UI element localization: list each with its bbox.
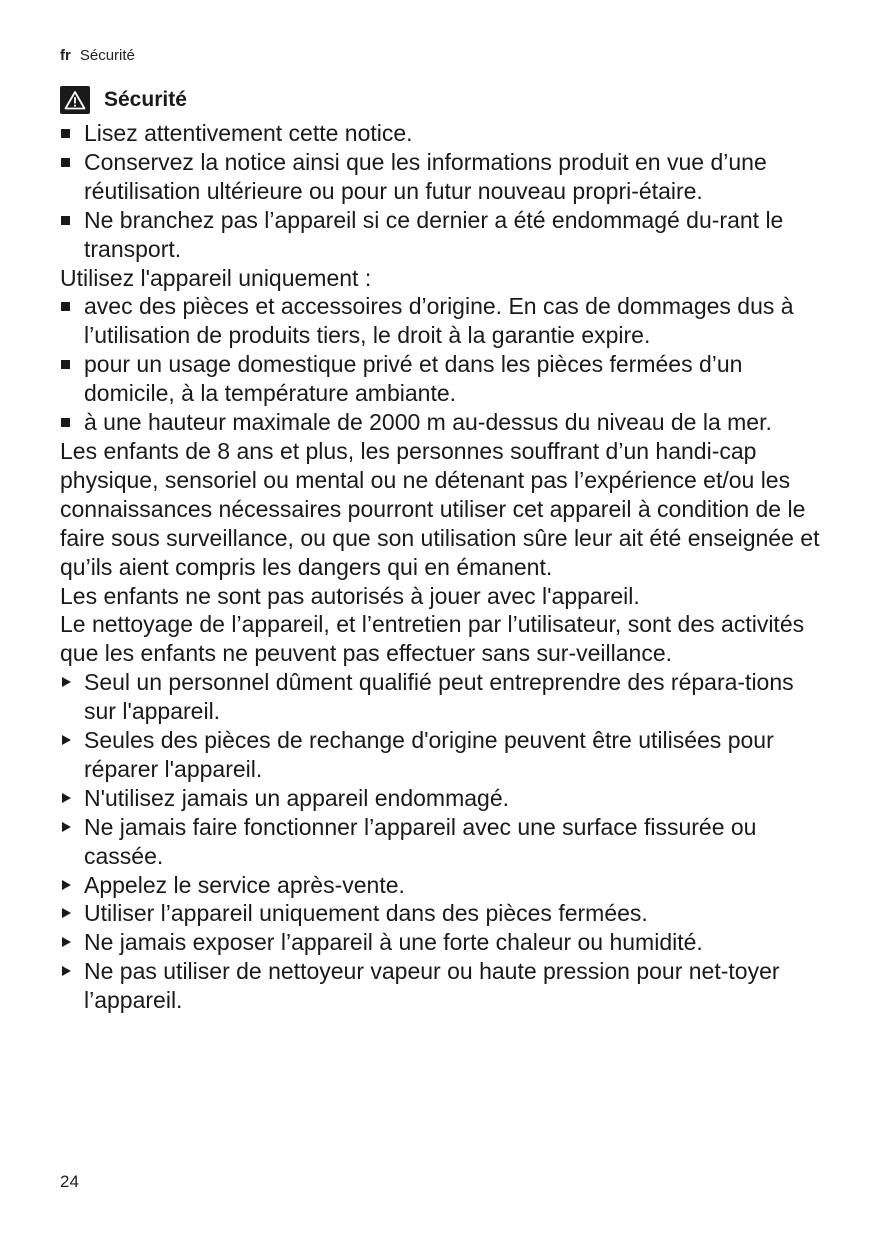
section-name: Sécurité [79,47,135,64]
running-header [60,47,135,64]
triangle-bullet-icon [62,735,71,745]
list-item [60,813,825,871]
list-item [60,119,825,148]
section-heading [60,86,187,114]
square-bullet-icon [61,129,70,138]
list-item-text: Appelez le service après-vente. [84,871,405,898]
triangle-bullet-icon [62,966,71,976]
warning-triangle-glyph [64,90,86,110]
list-item [60,871,825,900]
list-item [60,899,825,928]
usage-conditions-list [60,292,825,437]
list-item-text: Conservez la notice ainsi que les informations produit en vue d’une réutilisation ultérieure ou pour un futur nouveau propri-étaire. [84,148,767,204]
children-paragraph: Les enfants de 8 ans et plus, les personnes souffrant d’un handi-cap physique, sensoriel ou mental ou ne détenant pas l’expérience et/ou les connaissances nécessaires pourront utiliser cet appareil à condition de le faire sous surveillance, ou que son utilisation sûre leur ait été enseignée et qu’ils aient compris les dangers qui en émanent. [60,437,820,580]
list-item [60,292,825,350]
list-item-text: Seul un personnel dûment qualifié peut entreprendre des répara-tions sur l'appareil. [84,669,794,725]
square-bullet-icon [61,418,70,427]
list-item-text: pour un usage domestique privé et dans les pièces fermées d’un domicile, à la température ambiante. [84,351,743,407]
triangle-bullet-icon [62,793,71,803]
square-bullet-icon [61,302,70,311]
triangle-bullet-icon [62,880,71,890]
list-item-text: Utiliser l’appareil uniquement dans des pièces fermées. [84,900,648,927]
list-item [60,668,825,726]
play-paragraph: Les enfants ne sont pas autorisés à jouer avec l'appareil. [60,582,640,609]
list-item [60,784,825,813]
cleaning-paragraph: Le nettoyage de l’appareil, et l’entretien par l’utilisateur, sont des activités que les enfants ne peuvent pas effectuer sans sur-veillance. [60,611,805,667]
triangle-bullet-icon [62,677,71,687]
list-item-text: Lisez attentivement cette notice. [84,120,413,146]
list-item-text: Ne jamais faire fonctionner l’appareil avec une surface fissurée ou cassée. [84,813,757,869]
triangle-bullet-icon [62,822,71,832]
list-item [60,350,825,408]
warning-triangle-icon [60,86,90,114]
square-bullet-icon [61,158,70,167]
triangle-bullet-icon [62,908,71,918]
list-item-text: avec des pièces et accessoires d’origine. En cas de dommages dus à l’utilisation de produits tiers, le droit à la garantie expire. [84,293,794,349]
safety-content [60,119,825,1015]
list-item-text: Seules des pièces de rechange d'origine peuvent être utilisées pour réparer l'appareil. [84,727,774,782]
list-item-text: Ne jamais exposer l’appareil à une forte chaleur ou humidité. [84,929,703,956]
square-bullet-icon [61,360,70,369]
list-item [60,206,825,264]
language-code: fr [60,47,71,64]
square-bullet-icon [61,216,70,225]
list-item [60,408,825,437]
list-item-text: à une hauteur maximale de 2000 m au-dessus du niveau de la mer. [84,409,772,436]
list-item [60,148,825,206]
page-title: Sécurité [104,88,187,111]
list-item-text: Ne pas utiliser de nettoyeur vapeur ou haute pression pour net-toyer l’appareil. [84,958,780,1014]
action-instructions-list [60,668,825,1015]
list-item [60,726,825,784]
list-item [60,928,825,957]
list-item-text: N'utilisez jamais un appareil endommagé. [84,784,509,811]
page-number: 24 [60,1172,79,1191]
list-item [60,957,825,1015]
triangle-bullet-icon [62,937,71,947]
general-instructions-list [60,119,825,264]
usage-intro: Utilisez l'appareil uniquement : [60,264,372,291]
list-item-text: Ne branchez pas l’appareil si ce dernier a été endommagé du-rant le transport. [84,206,784,262]
